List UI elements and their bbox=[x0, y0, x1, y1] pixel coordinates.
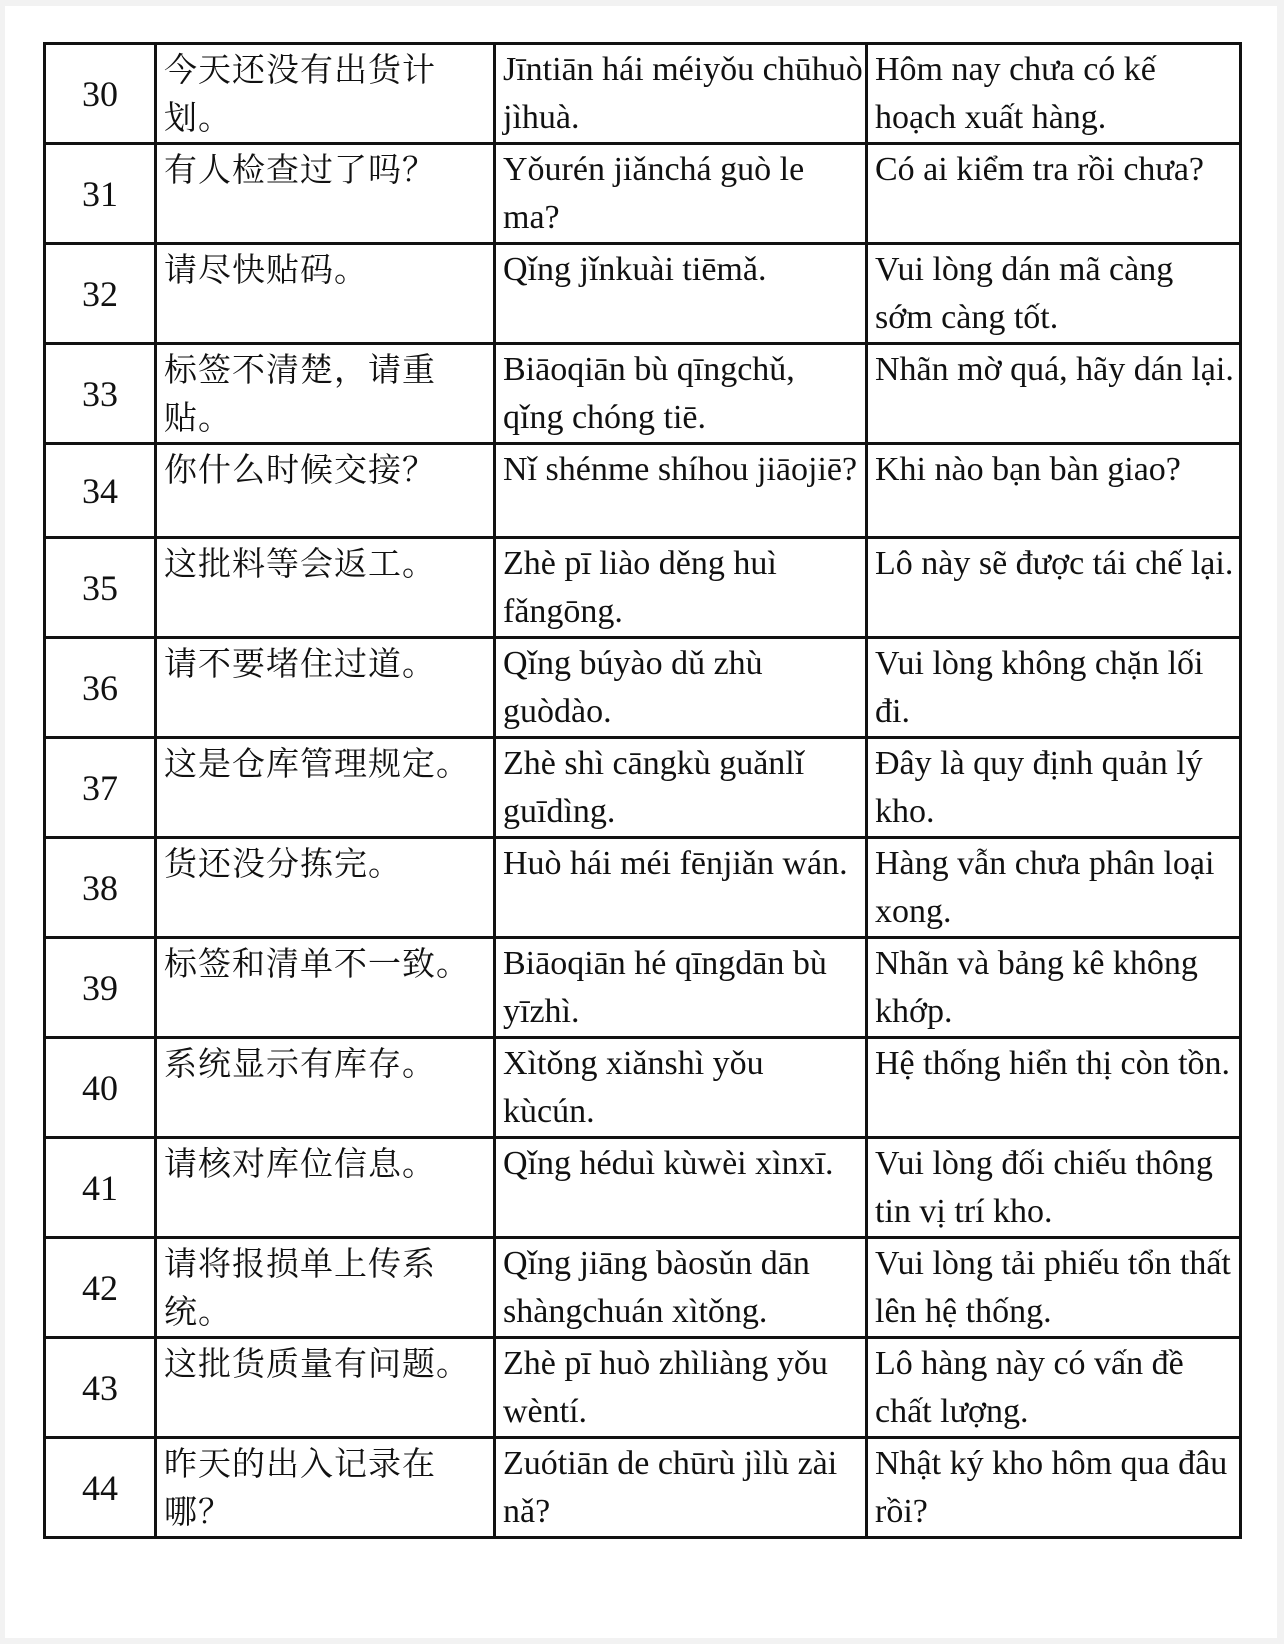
pinyin-text: Qǐng búyào dǔ zhù guòdào. bbox=[495, 638, 867, 738]
pinyin-text: Huò hái méi fēnjiǎn wán. bbox=[495, 838, 867, 938]
row-number: 42 bbox=[45, 1238, 156, 1338]
vietnamese-text: Vui lòng đối chiếu thông tin vị trí kho. bbox=[867, 1138, 1241, 1238]
pinyin-text: Zhè shì cāngkù guǎnlǐ guīdìng. bbox=[495, 738, 867, 838]
vietnamese-text: Hôm nay chưa có kế hoạch xuất hàng. bbox=[867, 44, 1241, 144]
chinese-text: 这是仓库管理规定。 bbox=[156, 738, 495, 838]
chinese-text: 标签不清楚，请重贴。 bbox=[156, 344, 495, 444]
table-row bbox=[45, 44, 1241, 144]
chinese-text: 今天还没有出货计划。 bbox=[156, 44, 495, 144]
pinyin-text: Yǒurén jiǎnchá guò le ma? bbox=[495, 144, 867, 244]
pinyin-text: Qǐng jiāng bàosǔn dān shàngchuán xìtǒng. bbox=[495, 1238, 867, 1338]
row-number: 43 bbox=[45, 1338, 156, 1438]
vietnamese-text: Vui lòng dán mã càng sớm càng tốt. bbox=[867, 244, 1241, 344]
table-row bbox=[45, 538, 1241, 638]
table-row bbox=[45, 838, 1241, 938]
pinyin-text: Zhè pī huò zhìliàng yǒu wèntí. bbox=[495, 1338, 867, 1438]
table-row bbox=[45, 738, 1241, 838]
vietnamese-text: Khi nào bạn bàn giao? bbox=[867, 444, 1241, 538]
pinyin-text: Qǐng héduì kùwèi xìnxī. bbox=[495, 1138, 867, 1238]
pinyin-text: Biāoqiān bù qīngchǔ, qǐng chóng tiē. bbox=[495, 344, 867, 444]
chinese-text: 这批料等会返工。 bbox=[156, 538, 495, 638]
chinese-text: 你什么时候交接？ bbox=[156, 444, 495, 538]
chinese-text: 标签和清单不一致。 bbox=[156, 938, 495, 1038]
pinyin-text: Zuótiān de chūrù jìlù zài nǎ? bbox=[495, 1438, 867, 1538]
table-row bbox=[45, 638, 1241, 738]
table-row bbox=[45, 1038, 1241, 1138]
phrase-table-body bbox=[45, 44, 1241, 1538]
vietnamese-text: Lô này sẽ được tái chế lại. bbox=[867, 538, 1241, 638]
table-row bbox=[45, 144, 1241, 244]
vietnamese-text: Hệ thống hiển thị còn tồn. bbox=[867, 1038, 1241, 1138]
row-number: 40 bbox=[45, 1038, 156, 1138]
row-number: 31 bbox=[45, 144, 156, 244]
row-number: 38 bbox=[45, 838, 156, 938]
table-row bbox=[45, 344, 1241, 444]
vietnamese-text: Nhãn và bảng kê không khớp. bbox=[867, 938, 1241, 1038]
vietnamese-text: Hàng vẫn chưa phân loại xong. bbox=[867, 838, 1241, 938]
phrase-table bbox=[43, 42, 1242, 1539]
row-number: 30 bbox=[45, 44, 156, 144]
pinyin-text: Biāoqiān hé qīngdān bù yīzhì. bbox=[495, 938, 867, 1038]
vietnamese-text: Nhật ký kho hôm qua đâu rồi? bbox=[867, 1438, 1241, 1538]
chinese-text: 昨天的出入记录在哪？ bbox=[156, 1438, 495, 1538]
chinese-text: 有人检查过了吗？ bbox=[156, 144, 495, 244]
vietnamese-text: Nhãn mờ quá, hãy dán lại. bbox=[867, 344, 1241, 444]
vietnamese-text: Lô hàng này có vấn đề chất lượng. bbox=[867, 1338, 1241, 1438]
document-page bbox=[5, 6, 1277, 1638]
row-number: 33 bbox=[45, 344, 156, 444]
table-row bbox=[45, 938, 1241, 1038]
pinyin-text: Nǐ shénme shíhou jiāojiē? bbox=[495, 444, 867, 538]
row-number: 44 bbox=[45, 1438, 156, 1538]
chinese-text: 请尽快贴码。 bbox=[156, 244, 495, 344]
pinyin-text: Xìtǒng xiǎnshì yǒu kùcún. bbox=[495, 1038, 867, 1138]
chinese-text: 请不要堵住过道。 bbox=[156, 638, 495, 738]
pinyin-text: Qǐng jǐnkuài tiēmǎ. bbox=[495, 244, 867, 344]
table-row bbox=[45, 1338, 1241, 1438]
row-number: 37 bbox=[45, 738, 156, 838]
vietnamese-text: Vui lòng tải phiếu tổn thất lên hệ thống. bbox=[867, 1238, 1241, 1338]
table-row bbox=[45, 1438, 1241, 1538]
vietnamese-text: Vui lòng không chặn lối đi. bbox=[867, 638, 1241, 738]
pinyin-text: Zhè pī liào děng huì fǎngōng. bbox=[495, 538, 867, 638]
row-number: 32 bbox=[45, 244, 156, 344]
row-number: 39 bbox=[45, 938, 156, 1038]
chinese-text: 系统显示有库存。 bbox=[156, 1038, 495, 1138]
row-number: 35 bbox=[45, 538, 156, 638]
row-number: 41 bbox=[45, 1138, 156, 1238]
pinyin-text: Jīntiān hái méiyǒu chūhuò jìhuà. bbox=[495, 44, 867, 144]
chinese-text: 货还没分拣完。 bbox=[156, 838, 495, 938]
chinese-text: 请核对库位信息。 bbox=[156, 1138, 495, 1238]
table-row bbox=[45, 1138, 1241, 1238]
table-row bbox=[45, 444, 1241, 538]
chinese-text: 这批货质量有问题。 bbox=[156, 1338, 495, 1438]
row-number: 34 bbox=[45, 444, 156, 538]
chinese-text: 请将报损单上传系统。 bbox=[156, 1238, 495, 1338]
row-number: 36 bbox=[45, 638, 156, 738]
table-row bbox=[45, 1238, 1241, 1338]
table-row bbox=[45, 244, 1241, 344]
vietnamese-text: Có ai kiểm tra rồi chưa? bbox=[867, 144, 1241, 244]
vietnamese-text: Đây là quy định quản lý kho. bbox=[867, 738, 1241, 838]
